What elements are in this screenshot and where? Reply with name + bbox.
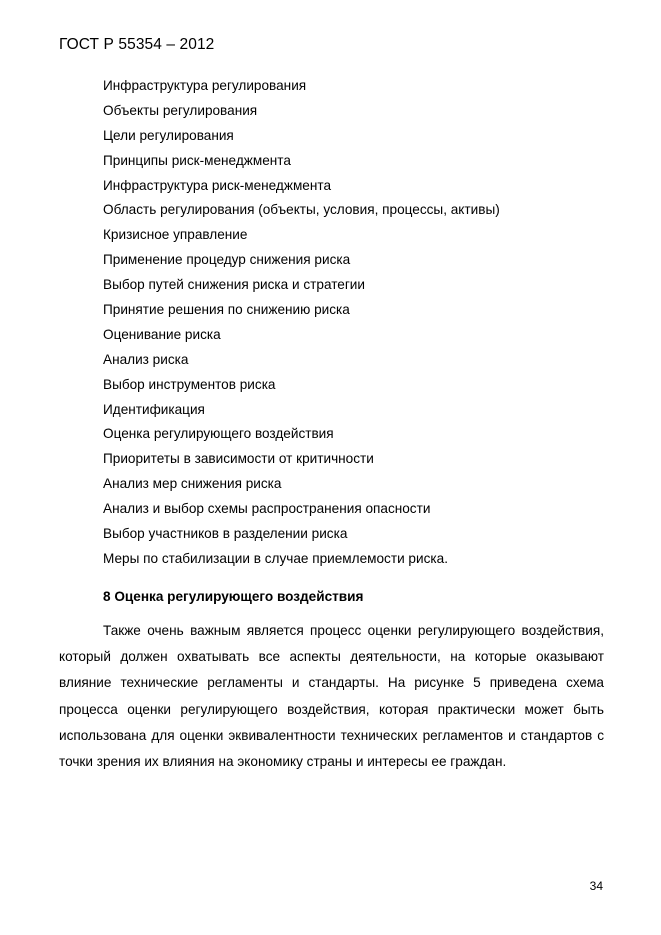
list-item: Инфраструктура регулирования [103, 78, 307, 93]
page-number: 34 [589, 879, 603, 893]
list-item: Анализ и выбор схемы распространения опасности [103, 501, 431, 517]
section-heading: 8 Оценка регулирующего воздействия [103, 589, 364, 604]
document-header: ГОСТ Р 55354 – 2012 [59, 36, 215, 53]
list-item: Кризисное управление [103, 227, 248, 243]
list-item: Выбор участников в разделении риска [103, 526, 348, 542]
list [103, 74, 500, 572]
list-item: Выбор путей снижения риска и стратегии [103, 277, 365, 293]
list-item: Анализ риска [103, 351, 189, 367]
list-item: Принятие решения по снижению риска [103, 302, 350, 318]
list-item: Оценка регулирующего воздействия [103, 426, 334, 442]
list-item: Идентификация [103, 401, 205, 417]
list-item: Приоритеты в зависимости от критичности [103, 451, 374, 467]
list-item: Выбор инструментов риска [103, 376, 276, 392]
list-item: Анализ мер снижения риска [103, 476, 282, 492]
list-item: Цели регулирования [103, 127, 234, 143]
list-item: Инфраструктура риск-менеджмента [103, 177, 332, 193]
list-item: Принципы риск-менеджмента [103, 152, 291, 168]
list-item: Применение процедур снижения риска [103, 252, 351, 268]
list-item: Меры по стабилизации в случае приемлемости риска. [103, 550, 448, 566]
body-paragraph: Также очень важным является процесс оценки регулирующего воздействия, который должен охватывать все аспекты деятельности, на которые оказывают влияние технические регламенты и стандарты. На рисунке 5 приведена схема процесса оценки регулирующего воздействия, которая практически может быть использована для оценки эквивалентности технических регламентов и стандартов с точки зрения их влияния на экономику страны и интересы ее граждан. [59, 623, 604, 770]
list-item: Область регулирования (объекты, условия, процессы, активы) [103, 202, 500, 218]
list-item: Объекты регулирования [103, 102, 258, 118]
list-item: Оценивание риска [103, 326, 221, 342]
